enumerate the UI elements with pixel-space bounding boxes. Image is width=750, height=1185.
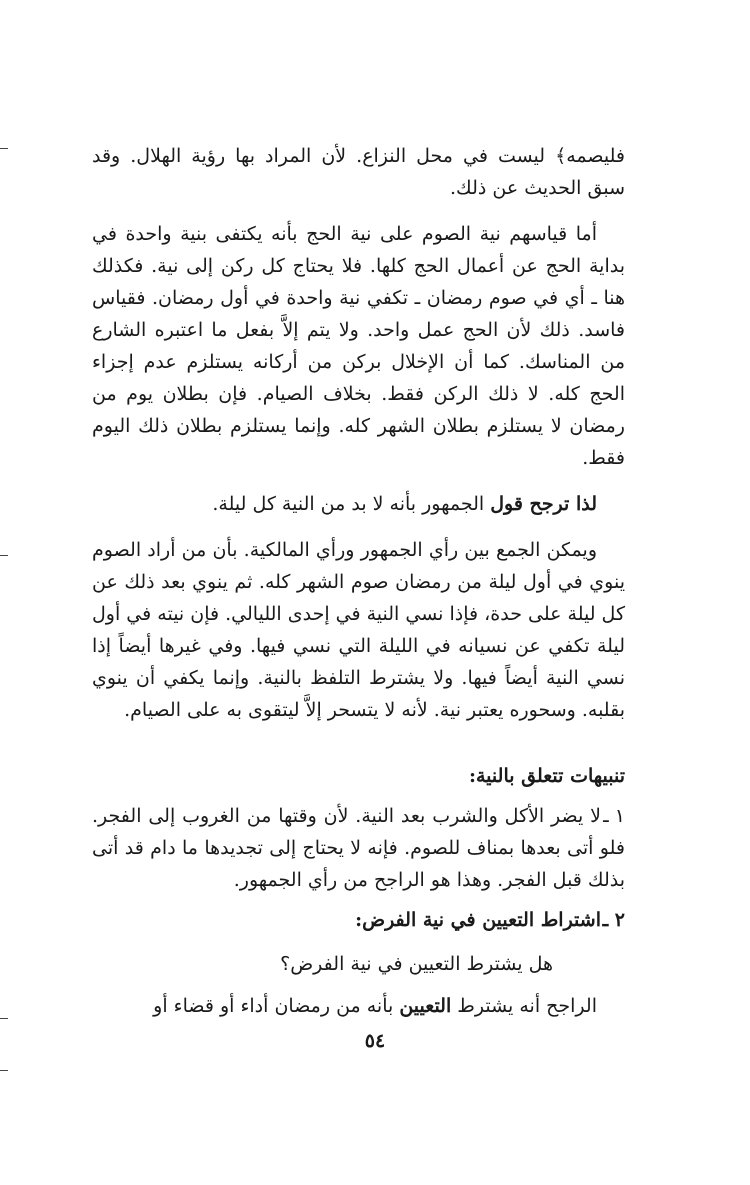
margin-tick — [0, 148, 8, 149]
section-heading: تنبيهات تتعلق بالنية: — [468, 765, 625, 787]
conclusion-line — [92, 488, 625, 520]
list-item-2-heading: اشتراط التعيين في نية الفرض: — [355, 909, 601, 931]
list-item-1-number: ١ ـ — [603, 805, 625, 827]
page-body — [92, 140, 625, 1022]
list-item-2-number: ٢ ـ — [602, 909, 625, 931]
list-item-2 — [92, 904, 625, 936]
answer-start: الراجح أنه يشترط — [451, 995, 597, 1017]
answer-end: بأنه من رمضان أداء أو قضاء أو — [153, 995, 400, 1017]
answer-bold: التعيين — [399, 995, 452, 1017]
question-line: هل يشترط التعيين في نية الفرض؟ — [280, 953, 553, 975]
list-item-1 — [92, 800, 625, 896]
list-item-1-text: لا يضر الأكل والشرب بعد النية. لأن وقتها من الغروب إلى الفجر. فلو أتى بعدها بمناف للصوم. فإنه لا يحتاج إلى تجديدها ما دام قد أتى بذلك قبل الفجر. وهذا هو الراجح من رأي الجمهور. — [92, 805, 625, 891]
paragraph-intro: فليصمه﴾ ليست في محل النزاع. لأن المراد بها رؤية الهلال. وقد سبق الحديث عن ذلك. — [92, 145, 625, 199]
margin-tick — [0, 1070, 8, 1071]
answer-line — [92, 990, 625, 1022]
page-number: ٥٤ — [364, 1030, 386, 1052]
paragraph-reconciliation: ويمكن الجمع بين رأي الجمهور ورأي المالكية. بأن من أراد الصوم ينوي في أول ليلة من رمضان صوم الشهر كله. ثم ينوي بعد ذلك عن كل ليلة على حدة، فإذا نسي النية في إحدى الليالي. فإن نيته في أول ليلة تكفي عن نسيانه في الليلة التي نسي فيها. وفي غيرها أيضاً إذا نسي النية أيضاً فيها. ولا يشترط التلفظ بالنية. وإنما يكفي أن ينوي بقلبه. وسحوره يعتبر نية. لأنه لا يتسحر إلاَّ ليتقوى به على الصيام. — [92, 539, 625, 721]
conclusion-bold: لذا ترجح قول — [490, 493, 597, 515]
margin-tick — [0, 555, 8, 556]
paragraph-hajj-analogy: أما قياسهم نية الصوم على نية الحج بأنه يكتفى بنية واحدة في بداية الحج عن أعمال الحج كلها. فلا يحتاج كل ركن إلى نية. فكذلك هنا ـ أي في صوم رمضان ـ تكفي نية واحدة في أول رمضان. فقياس فاسد. ذلك لأن الحج عمل واحد. ولا يتم إلاَّ بفعل ما اعتبره الشارع من المناسك. كما أن الإخلال بركن من أركانه يستلزم عدم إجزاء الحج كله. لا ذلك الركن فقط. بخلاف الصيام. فإن بطلان يوم من رمضان لا يستلزم بطلان الشهر كله. وإنما يستلزم بطلان ذلك اليوم فقط. — [92, 223, 625, 469]
margin-tick — [0, 1018, 8, 1019]
conclusion-rest: الجمهور بأنه لا بد من النية كل ليلة. — [212, 493, 491, 515]
